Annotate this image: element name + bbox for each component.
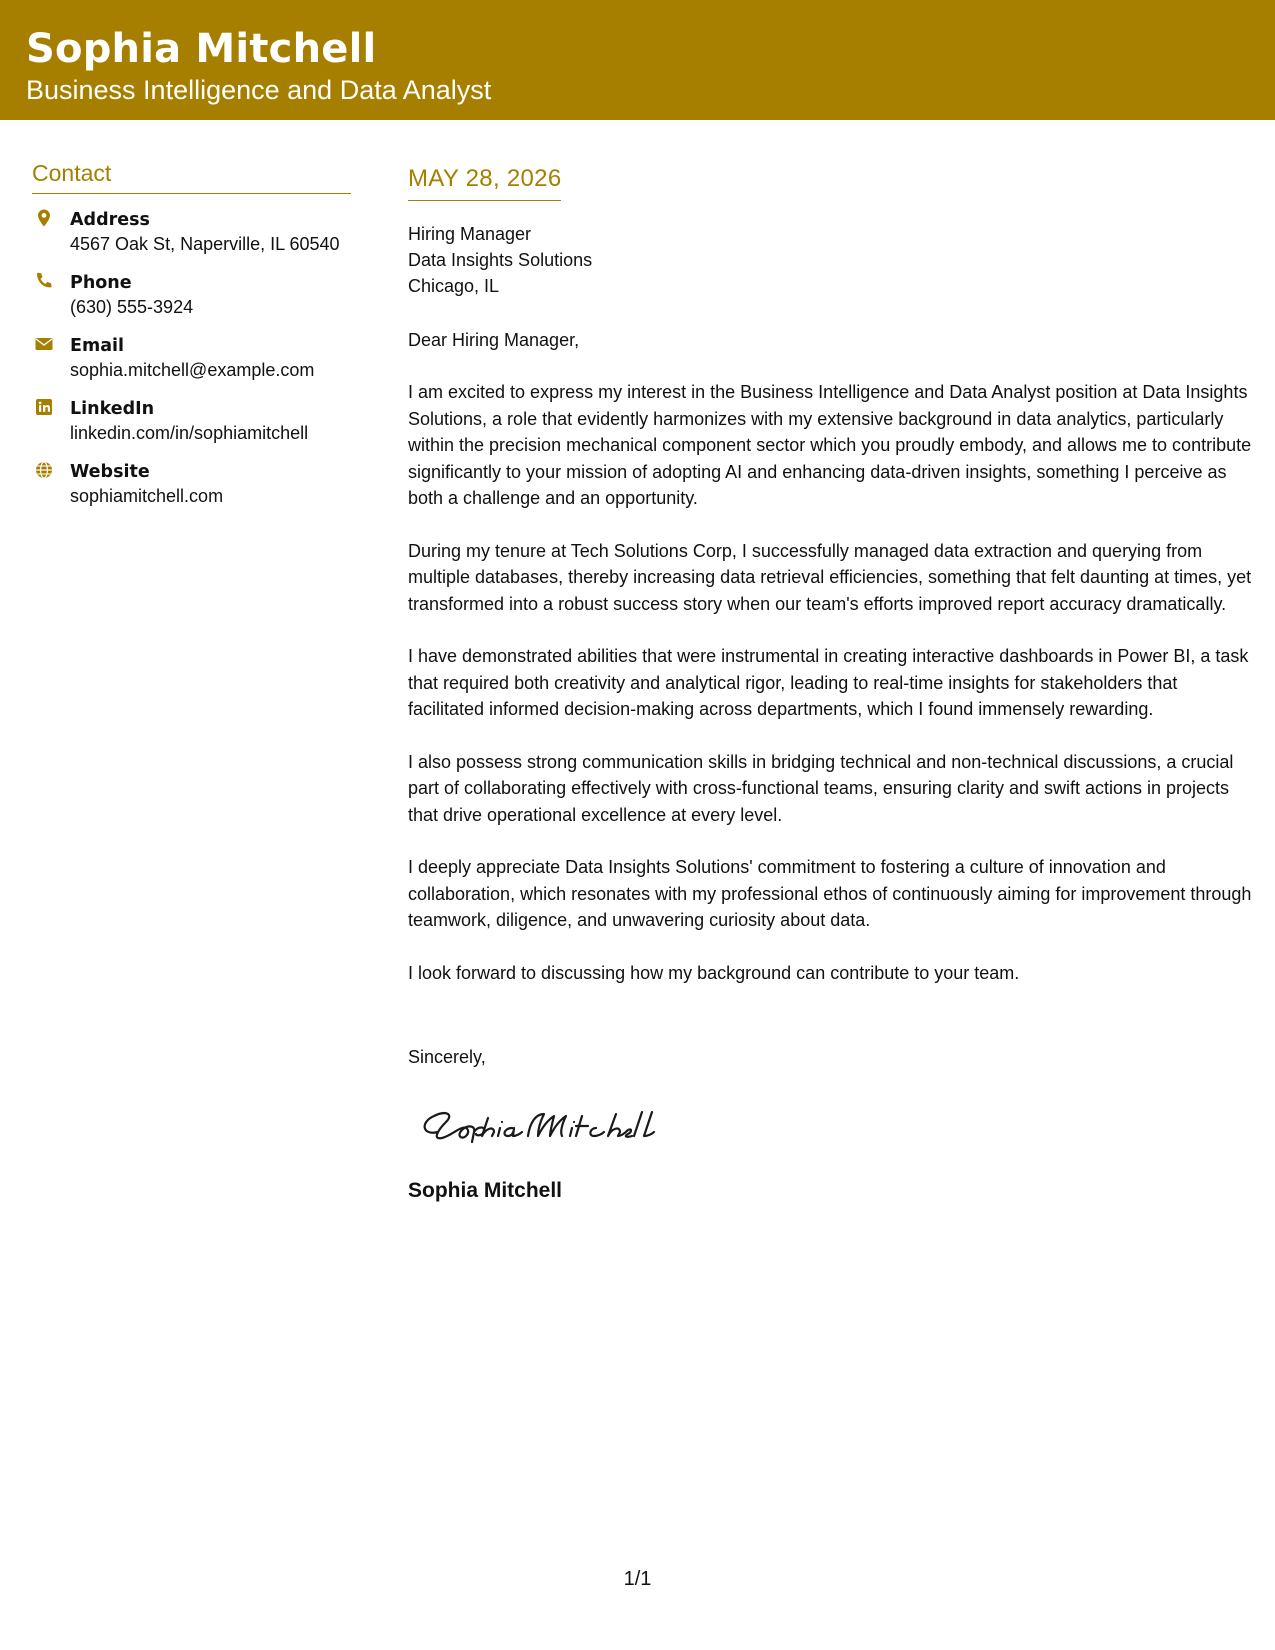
envelope-icon [34, 334, 54, 354]
page-number: 1/1 [623, 1568, 652, 1590]
letter-paragraph: I am excited to express my interest in the Business Intelligence and Data Analyst position at Data Insights Solutions, a role that evidently harmonizes with my extensive background in data analytics, particularly within the precision mechanical component sector which you proudly embody, and allows me to contribute significantly to your mission of adopting AI and enhancing data-driven insights, something I perceive as both a challenge and an opportunity. [408, 382, 1252, 508]
contact-label: Email [70, 336, 124, 356]
contact-address-value: 4567 Oak St, Naperville, IL 60540 [70, 234, 340, 254]
applicant-role: Business Intelligence and Data Analyst [26, 75, 492, 105]
letter-paragraph: I also possess strong communication skills in bridging technical and non-technical discussions, a crucial part of collaborating effectively with cross-functional teams, ensuring clarity and swift actions in projects that drive operational excellence at every level. [408, 751, 1234, 825]
contact-item-linkedin [32, 397, 351, 446]
contact-item-website [32, 460, 351, 509]
letter-paragraph: I have demonstrated abilities that were instrumental in creating interactive dashboards in Power BI, a task that required both creativity and analytical rigor, leading to real-time insights for stakeholders that facilitated informed decision-making across departments, which I found immensely rewarding. [408, 646, 1249, 719]
linkedin-icon [34, 397, 54, 417]
contact-heading: Contact [32, 160, 351, 194]
signed-name: Sophia Mitchell [408, 1179, 563, 1202]
salutation: Dear Hiring Manager, [408, 330, 580, 350]
letter-paragraph: During my tenure at Tech Solutions Corp, I successfully managed data extraction and querying from multiple databases, thereby increasing data retrieval efficiencies, something that felt daunting at times, yet transformed into a robust success story when our team's efforts improved report accuracy dramatically. [408, 540, 1252, 614]
contact-label: Website [70, 462, 150, 482]
contact-label: Phone [70, 273, 132, 293]
closing: Sincerely, [408, 1047, 486, 1067]
letter-paragraph: I look forward to discussing how my background can contribute to your team. [408, 962, 1020, 983]
letter-paragraph: I deeply appreciate Data Insights Solutions' commitment to fostering a culture of innovation and collaboration, which resonates with my professional ethos of continuously aiming for improvement through teamwork, diligence, and unwavering curiosity about data. [408, 857, 1252, 930]
contact-label: LinkedIn [70, 399, 155, 419]
applicant-name: Sophia Mitchell [26, 26, 377, 72]
contact-phone-value: (630) 555-3924 [70, 297, 194, 317]
phone-icon [34, 271, 54, 291]
contact-website-value: sophiamitchell.com [70, 486, 224, 506]
contact-email-value: sophia.mitchell@example.com [70, 360, 315, 380]
recipient-line: Data Insights Solutions [408, 250, 593, 270]
recipient-line: Hiring Manager [408, 224, 532, 244]
contact-linkedin-value: linkedin.com/in/sophiamitchell [70, 423, 309, 443]
contact-item-address [32, 208, 351, 257]
letter-date: MAY 28, 2026 [408, 165, 561, 201]
contact-item-email [32, 334, 351, 383]
contact-sidebar [32, 160, 351, 509]
letter-body [408, 165, 1253, 1205]
recipient-line: Chicago, IL [408, 276, 500, 296]
handwritten-signature [416, 1092, 676, 1152]
recipient-block [408, 221, 1253, 299]
header-banner [0, 0, 1275, 120]
contact-item-phone [32, 271, 351, 320]
globe-icon [34, 460, 54, 480]
contact-label: Address [70, 210, 150, 230]
map-pin-icon [34, 208, 54, 228]
